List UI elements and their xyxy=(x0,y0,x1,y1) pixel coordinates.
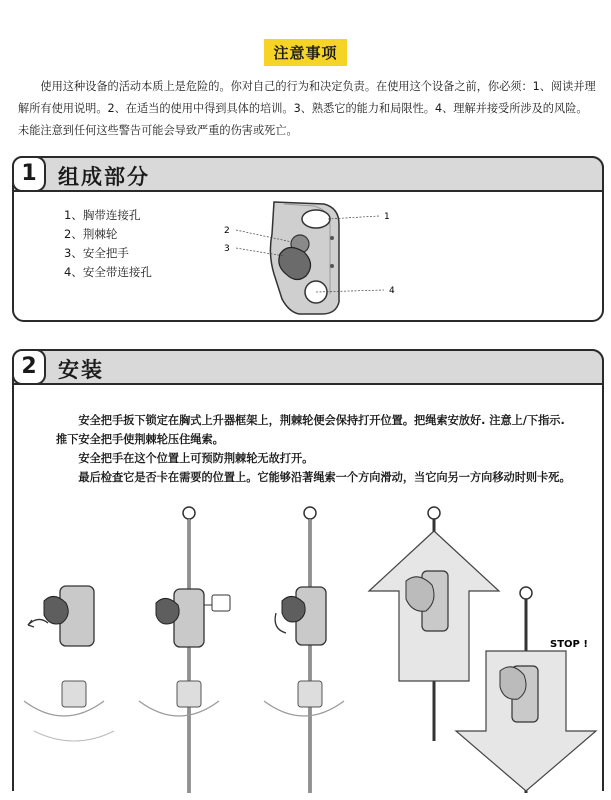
section-title: 组成部分 xyxy=(58,165,150,189)
section-number: 1 xyxy=(12,156,46,192)
step-2-figure xyxy=(139,589,230,716)
list-item: 3、安全把手 xyxy=(64,246,129,260)
screw xyxy=(330,236,334,240)
list-item: 2、荆棘轮 xyxy=(64,227,118,241)
section-title: 安装 xyxy=(58,358,104,382)
page-title: 注意事项 xyxy=(264,39,346,66)
parts-list xyxy=(64,206,152,282)
device-diagram xyxy=(204,194,414,320)
stop-label: STOP ! xyxy=(550,639,588,650)
step-3-figure xyxy=(264,587,344,716)
step-1-figure xyxy=(24,586,114,741)
rope-2 xyxy=(183,507,195,793)
callout-1: 1 xyxy=(384,212,390,222)
warning-paragraph: 使用这种设备的活动本质上是危险的。你对自己的行为和决定负责。在使用这个设备之前，你必须：1、阅读并理解所有使用说明。2、在适当的使用中得到具体的培训。3、熟悉它的能力和局限性。4、理解并接受所涉及的风险。未能注意到任何这些警告可能会导致严重的伤害或死亡。 xyxy=(18,80,596,137)
callout-3: 3 xyxy=(224,244,230,254)
section-installation xyxy=(12,349,604,791)
down-arrow-figure xyxy=(456,639,596,791)
title-wrap xyxy=(0,39,611,66)
up-arrow-figure xyxy=(369,531,499,681)
list-item: 1、胸带连接孔 xyxy=(64,208,141,222)
callout-4: 4 xyxy=(389,286,395,296)
rope-3 xyxy=(304,507,316,793)
install-paragraph: 安全把手在这个位置上可预防荆棘轮无故打开。 xyxy=(78,452,314,465)
list-item: 4、安全带连接孔 xyxy=(64,265,152,279)
installation-illustrations xyxy=(14,501,606,793)
callout-2: 2 xyxy=(224,226,230,236)
top-hole xyxy=(302,210,330,228)
install-paragraph: 安全把手扳下锁定在胸式上升器框架上，荆棘轮便会保持打开位置。把绳索安放好. 注意上/下指示. 推下安全把手使荆棘轮压住绳索。 xyxy=(56,414,565,446)
section-components xyxy=(12,156,604,322)
install-text xyxy=(56,411,576,487)
install-paragraph: 最后检查它是否卡在需要的位置上。它能够沿著绳索一个方向滑动，当它向另一方向移动时则卡死。 xyxy=(78,471,571,484)
screw xyxy=(330,264,334,268)
section-number: 2 xyxy=(12,349,46,385)
